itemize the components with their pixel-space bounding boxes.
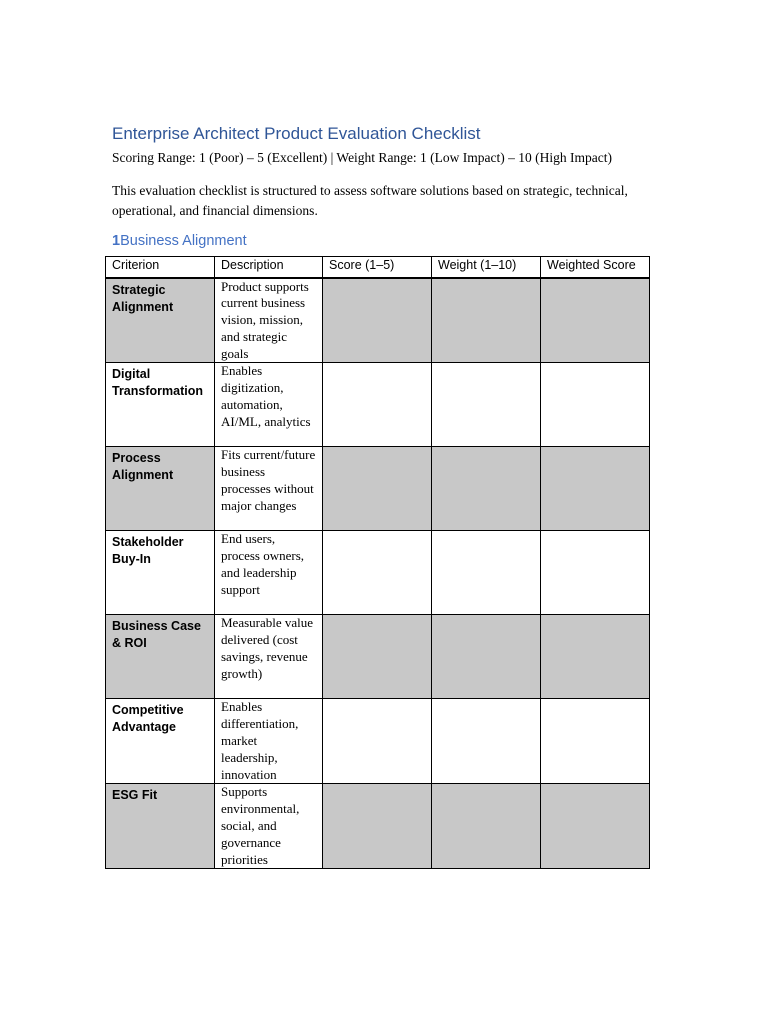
description-cell: End users, process owners, and leadership support [215, 531, 323, 615]
section-number: 1 [112, 233, 119, 249]
weighted-score-cell[interactable] [541, 615, 650, 699]
criterion-cell: Stakeholder Buy-In [106, 531, 215, 615]
weight-cell[interactable] [432, 363, 541, 447]
criterion-cell: Business Case & ROI [106, 615, 215, 699]
score-cell[interactable] [323, 278, 432, 363]
weighted-score-cell[interactable] [541, 278, 650, 363]
description-cell: Fits current/future business processes without major changes [215, 447, 323, 531]
table-row [106, 699, 650, 784]
weighted-score-cell[interactable] [541, 784, 650, 869]
weight-cell[interactable] [432, 784, 541, 869]
section-title: Business Alignment [120, 233, 247, 249]
weighted-score-cell[interactable] [541, 363, 650, 447]
criterion-cell: Strategic Alignment [106, 278, 215, 363]
criterion-cell: Process Alignment [106, 447, 215, 531]
criterion-cell: ESG Fit [106, 784, 215, 869]
weighted-score-cell[interactable] [541, 699, 650, 784]
evaluation-table [105, 256, 650, 869]
description-cell: Measurable value delivered (cost savings, revenue growth) [215, 615, 323, 699]
table-header-row [106, 257, 650, 278]
score-cell[interactable] [323, 784, 432, 869]
weight-cell[interactable] [432, 278, 541, 363]
page-title: Enterprise Architect Product Evaluation Checklist [112, 124, 481, 143]
header-score: Score (1–5) [323, 257, 432, 278]
description-cell: Product supports current business vision, mission, and strategic goals [215, 278, 323, 363]
weight-cell[interactable] [432, 531, 541, 615]
score-cell[interactable] [323, 363, 432, 447]
score-cell[interactable] [323, 615, 432, 699]
score-cell[interactable] [323, 699, 432, 784]
weighted-score-cell[interactable] [541, 447, 650, 531]
table-row [106, 363, 650, 447]
table-row [106, 531, 650, 615]
weight-cell[interactable] [432, 699, 541, 784]
header-weight: Weight (1–10) [432, 257, 541, 278]
criterion-cell: Digital Transformation [106, 363, 215, 447]
description-cell: Enables differentiation, market leadership, innovation [215, 699, 323, 784]
header-weighted-score: Weighted Score [541, 257, 650, 278]
scoring-range-text: Scoring Range: 1 (Poor) – 5 (Excellent) | Weight Range: 1 (Low Impact) – 10 (High Impact) [112, 150, 612, 165]
weight-cell[interactable] [432, 615, 541, 699]
score-cell[interactable] [323, 531, 432, 615]
section-heading [112, 233, 247, 249]
table-row [106, 615, 650, 699]
header-criterion: Criterion [106, 257, 215, 278]
header-description: Description [215, 257, 323, 278]
score-cell[interactable] [323, 447, 432, 531]
weight-cell[interactable] [432, 447, 541, 531]
weighted-score-cell[interactable] [541, 531, 650, 615]
table-row [106, 784, 650, 869]
description-cell: Enables digitization, automation, AI/ML, analytics [215, 363, 323, 447]
intro-paragraph: This evaluation checklist is structured to assess software solutions based on strategic, technical, operational, and financial dimensions. [112, 183, 628, 218]
description-cell: Supports environmental, social, and governance priorities [215, 784, 323, 869]
table-row [106, 447, 650, 531]
criterion-cell: Competitive Advantage [106, 699, 215, 784]
table-row [106, 278, 650, 363]
